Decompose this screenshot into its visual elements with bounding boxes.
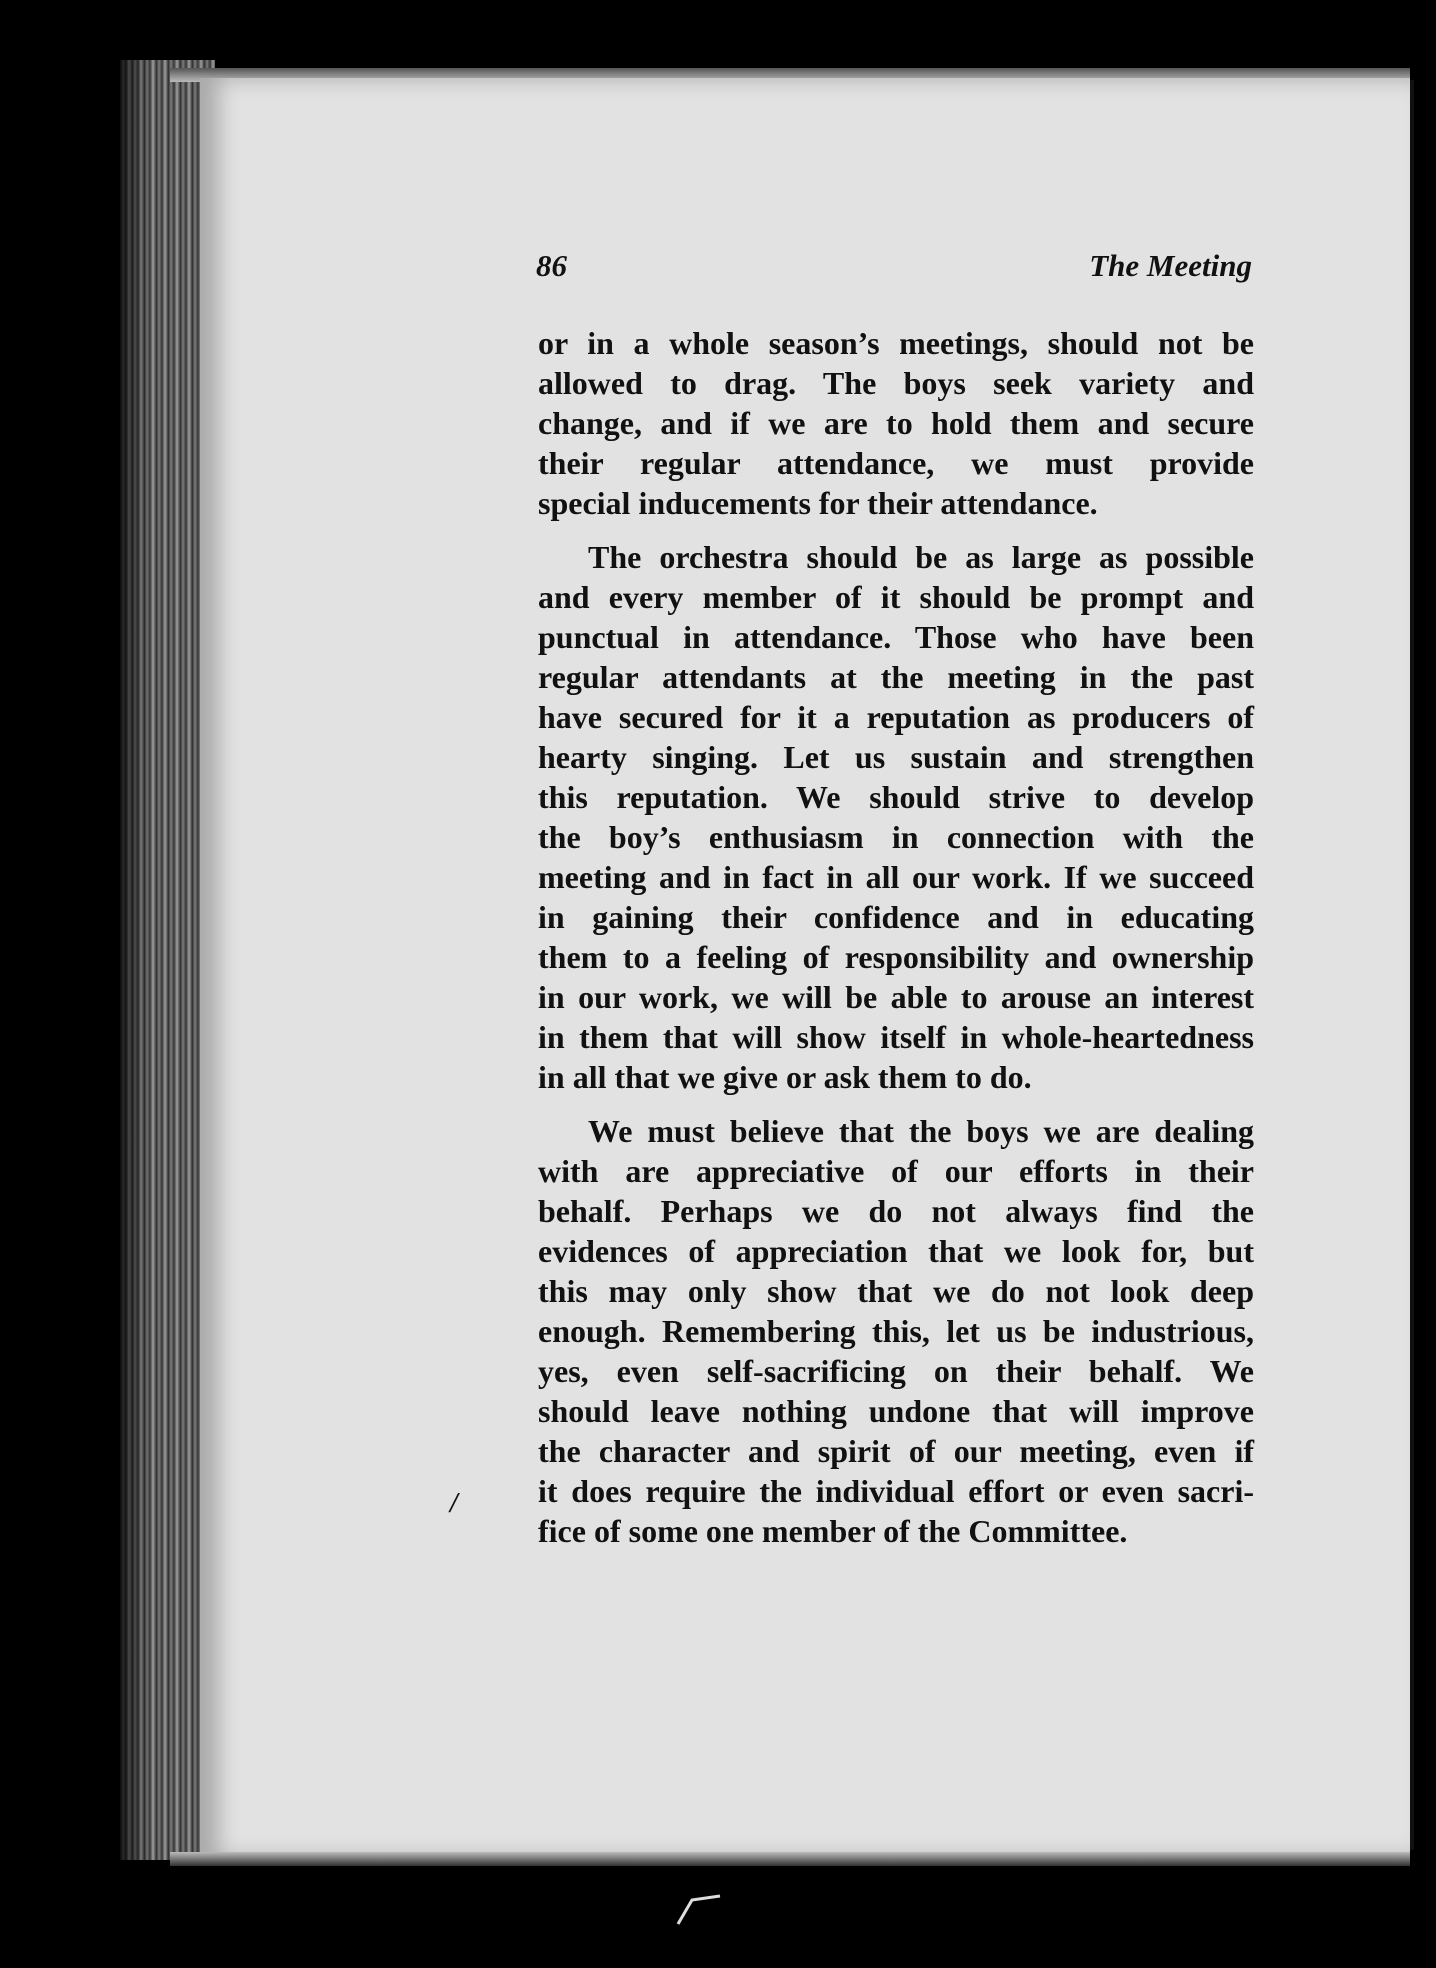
stray-ink-mark xyxy=(670,1890,730,1930)
running-head xyxy=(536,248,1252,288)
text-line: the character and spirit of our meeting, even if xyxy=(538,1433,1254,1469)
text-line: with are appreciative of our efforts in their xyxy=(538,1153,1254,1189)
text-line: this may only show that we do not look deep xyxy=(538,1273,1254,1309)
text-line: regular attendants at the meeting in the past xyxy=(538,659,1254,695)
text-line: enough. Remembering this, let us be industrious, xyxy=(538,1313,1254,1349)
stray-pencil-mark: / xyxy=(450,1488,458,1519)
text-line: this reputation. We should strive to develop xyxy=(538,779,1254,815)
facing-page-edge xyxy=(1410,80,1414,1850)
text-line: it does require the individual effort or even sacri- xyxy=(538,1473,1254,1509)
body-text xyxy=(538,323,1254,1565)
running-title: The Meeting xyxy=(1089,248,1252,283)
text-line: the boy’s enthusiasm in connection with the xyxy=(538,819,1254,855)
text-line: change, and if we are to hold them and secure xyxy=(538,405,1254,441)
text-line: and every member of it should be prompt and xyxy=(538,579,1254,615)
text-line: in gaining their confidence and in educating xyxy=(538,899,1254,935)
text-line: have secured for it a reputation as producers of xyxy=(538,699,1254,735)
text-line: evidences of appreciation that we look for, but xyxy=(538,1233,1254,1269)
text-line: in them that will show itself in whole-heartedness xyxy=(538,1019,1254,1055)
text-line: in all that we give or ask them to do. xyxy=(538,1059,1032,1095)
text-line: We must believe that the boys we are dealing xyxy=(588,1113,1254,1149)
text-line: meeting and in fact in all our work. If we succeed xyxy=(538,859,1254,895)
text-line: behalf. Perhaps we do not always find the xyxy=(538,1193,1254,1229)
text-line: in our work, we will be able to arouse an interest xyxy=(538,979,1254,1015)
text-line: allowed to drag. The boys seek variety and xyxy=(538,365,1254,401)
text-line: The orchestra should be as large as possible xyxy=(588,539,1254,575)
spine-shadow xyxy=(110,60,150,1860)
text-line: their regular attendance, we must provide xyxy=(538,445,1254,481)
page-number: 86 xyxy=(536,248,567,283)
paragraph-1 xyxy=(538,323,1254,523)
page-bottom-edge xyxy=(170,1852,1410,1866)
paragraph-3 xyxy=(538,1111,1254,1551)
text-line: fice of some one member of the Committee. xyxy=(538,1513,1128,1549)
text-line: hearty singing. Let us sustain and strengthen xyxy=(538,739,1254,775)
text-line: yes, even self-sacrificing on their behalf. We xyxy=(538,1353,1254,1389)
text-line: punctual in attendance. Those who have been xyxy=(538,619,1254,655)
text-line: or in a whole season’s meetings, should not be xyxy=(538,325,1254,361)
paragraph-2 xyxy=(538,537,1254,1097)
text-line: them to a feeling of responsibility and ownership xyxy=(538,939,1254,975)
text-line: special inducements for their attendance. xyxy=(538,485,1098,521)
text-line: should leave nothing undone that will improve xyxy=(538,1393,1254,1429)
